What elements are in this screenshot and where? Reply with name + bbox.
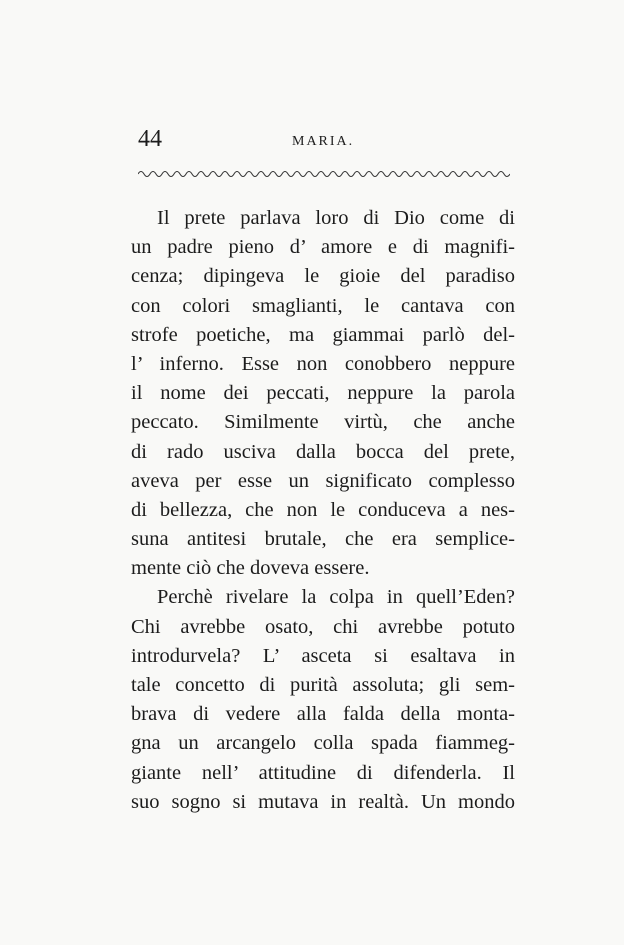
text-line: il nome dei peccati, neppure la parola xyxy=(131,382,515,405)
text-line: un padre pieno d’ amore e di magnifi- xyxy=(131,236,515,259)
page-number: 44 xyxy=(138,126,162,152)
text-line: giante nell’ attitudine di difenderla. Il xyxy=(131,761,515,784)
text-line: suo sogno si mutava in realtà. Un mondo xyxy=(131,790,515,813)
text-line: peccato. Similmente virtù, che anche xyxy=(131,411,515,434)
text-line: gna un arcangelo colla spada fiammeg- xyxy=(131,732,515,755)
paragraph-1 xyxy=(131,204,515,583)
text-line: Perchè rivelare la colpa in quell’Eden? xyxy=(157,586,515,609)
text-line: di rado usciva dalla bocca del prete, xyxy=(131,440,515,463)
text-line: suna antitesi brutale, che era semplice- xyxy=(131,528,515,551)
text-line: di bellezza, che non le conduceva a nes- xyxy=(131,498,515,521)
text-line: strofe poetiche, ma giammai parlò del- xyxy=(131,323,515,346)
running-title: MARIA. xyxy=(292,134,355,149)
text-line: mente ciò che doveva essere. xyxy=(131,557,370,580)
text-line: tale concetto di purità assoluta; gli sem- xyxy=(131,674,515,696)
paragraph-2 xyxy=(131,583,515,817)
body-text xyxy=(131,204,515,817)
text-line: introdurvela? L’ asceta si esaltava in xyxy=(131,644,515,667)
text-line: con colori smaglianti, le cantava con xyxy=(131,294,515,317)
text-line: Chi avrebbe osato, chi avrebbe potuto xyxy=(131,615,515,638)
running-head xyxy=(138,126,510,156)
ornamental-rule xyxy=(138,168,510,180)
text-line: aveva per esse un significato complesso xyxy=(131,469,515,492)
text-line: l’ inferno. Esse non conobbero neppure xyxy=(131,352,515,375)
text-line: Il prete parlava loro di Dio come di xyxy=(157,207,515,229)
text-line: cenza; dipingeva le gioie del paradiso xyxy=(131,265,515,288)
text-line: brava di vedere alla falda della monta- xyxy=(131,703,515,726)
